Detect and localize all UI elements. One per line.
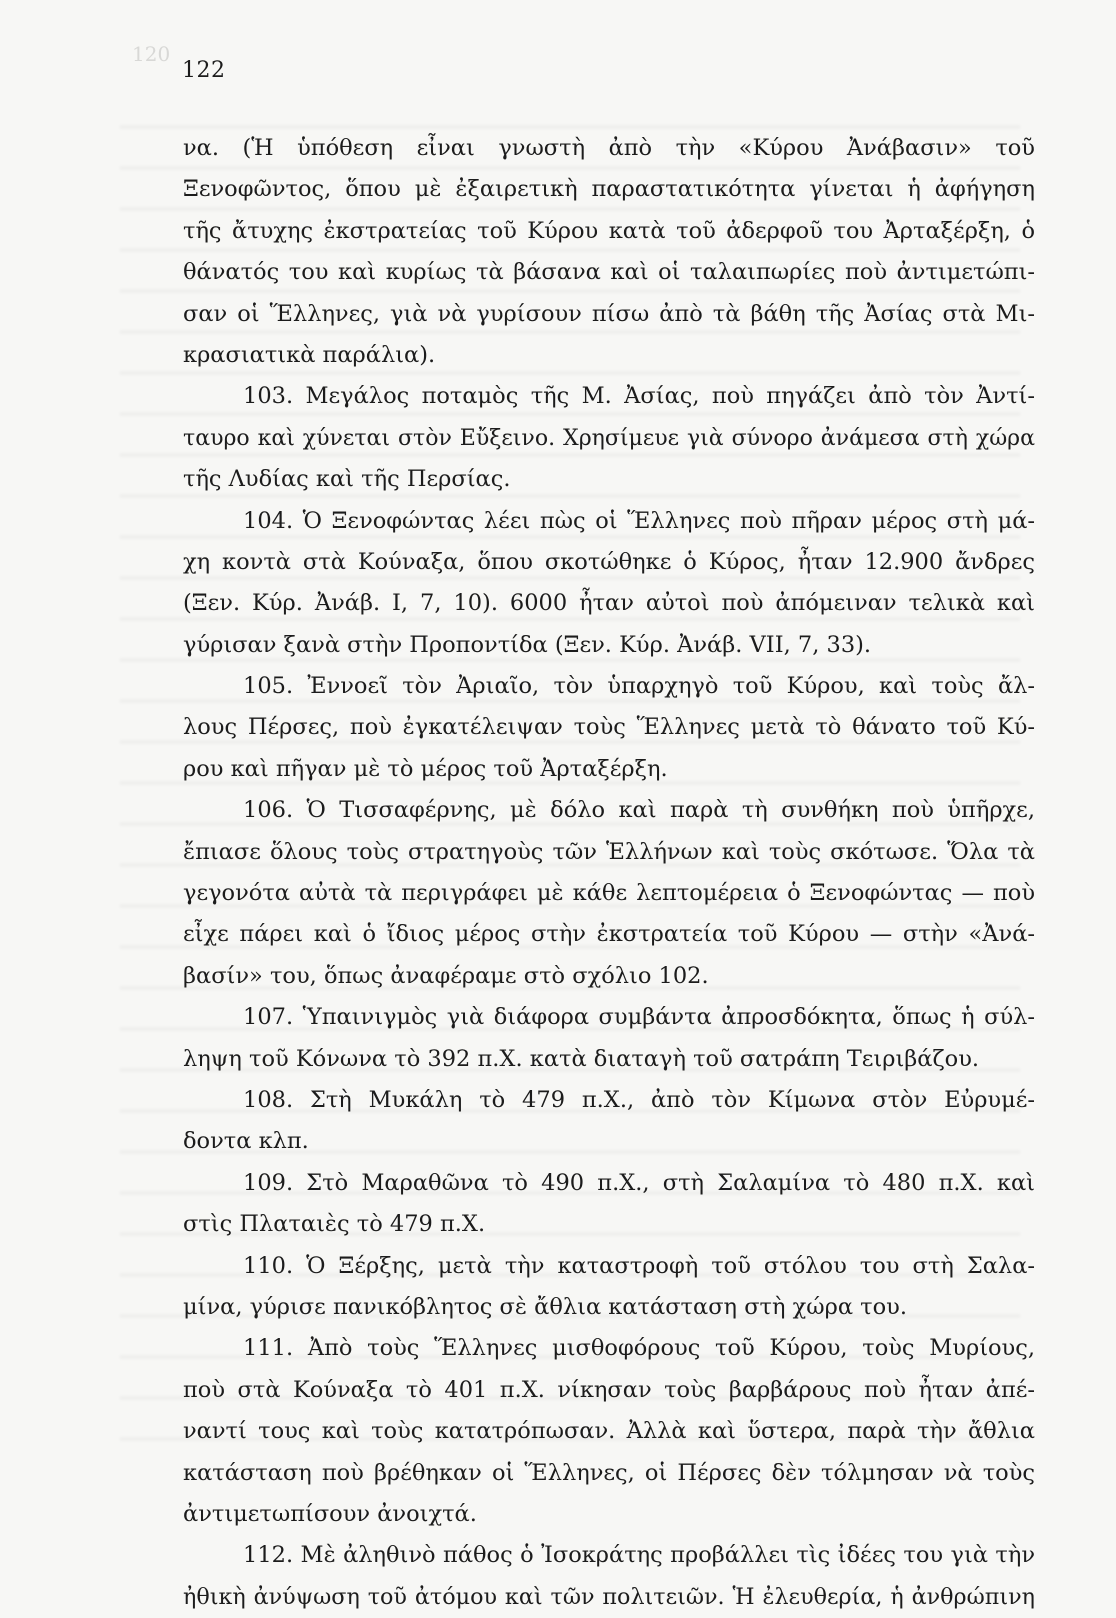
text-line: θάνατός του καὶ κυρίως τὰ βάσανα καὶ οἱ ταλαιπωρίες ποὺ ἀντιμετώπι- [183, 259, 1035, 286]
note-108-line: 108. Στὴ Μυκάλη τὸ 479 π.Χ., ἀπὸ τὸν Κίμωνα στὸν Εὐρυμέ- [243, 1086, 1035, 1113]
text-line: βασίν» του, ὅπως ἀναφέραμε στὸ σχόλιο 102. [183, 962, 709, 989]
text-line: δοντα κλπ. [183, 1128, 309, 1155]
text-line: να. (Ἡ ὑπόθεση εἶναι γνωστὴ ἀπὸ τὴν «Κύρου Ἀνάβασιν» τοῦ [183, 135, 1035, 161]
text-line: ταυρο καὶ χύνεται στὸν Εὔξεινο. Χρησίμευε γιὰ σύνορο ἀνάμεσα στὴ χώρα [183, 425, 1035, 451]
text-line: ποὺ στὰ Κούναξα τὸ 401 π.Χ. νίκησαν τοὺς βαρβάρους ποὺ ἦταν ἀπέ- [183, 1376, 1035, 1403]
text-line: τῆς Λυδίας καὶ τῆς Περσίας. [183, 466, 511, 493]
text-line: μίνα, γύρισε πανικόβλητος σὲ ἄθλια κατάσταση στὴ χώρα του. [183, 1293, 908, 1320]
note-111-line: 111. Ἀπὸ τοὺς Ἕλληνες μισθοφόρους τοῦ Κύρου, τοὺς Μυρίους, [243, 1335, 1035, 1362]
text-line: κρασιατικὰ παράλια). [183, 341, 436, 368]
note-112-line: 112. Μὲ ἀληθινὸ πάθος ὁ Ἰσοκράτης προβάλλει τὶς ἰδέες του γιὰ τὴν [243, 1542, 1035, 1569]
note-110-line: 110. Ὁ Ξέρξης, μετὰ τὴν καταστροφὴ τοῦ στόλου του στὴ Σαλα- [243, 1252, 1035, 1279]
text-line: στὶς Πλαταιὲς τὸ 479 π.Χ. [183, 1211, 486, 1238]
text-line: ἔπιασε ὅλους τοὺς στρατηγοὺς τῶν Ἑλλήνων καὶ τοὺς σκότωσε. Ὅλα τὰ [183, 838, 1035, 865]
text-line: ληψη τοῦ Κόνωνα τὸ 392 π.Χ. κατὰ διαταγὴ τοῦ σατράπη Τειριβάζου. [183, 1045, 980, 1072]
text-line: τῆς ἄτυχης ἐκστρατείας τοῦ Κύρου κατὰ τοῦ ἀδερφοῦ του Ἀρταξέρξη, ὁ [183, 217, 1035, 244]
text-line: (Ξεν. Κύρ. Ἀνάβ. I, 7, 10). 6000 ἦταν αὐτοὶ ποὺ ἀπόμειναν τελικὰ καὶ [183, 590, 1035, 617]
text-line: ρου καὶ πῆγαν μὲ τὸ μέρος τοῦ Ἀρταξέρξη. [183, 755, 668, 782]
ghost-page-number: 120 [132, 42, 171, 66]
text-line: γεγονότα αὐτὰ τὰ περιγράφει μὲ κάθε λεπτομέρεια ὁ Ξενοφώντας — ποὺ [183, 880, 1035, 907]
text-line: λους Πέρσες, ποὺ ἐγκατέλειψαν τοὺς Ἕλληνες μετὰ τὸ θάνατο τοῦ Κύ- [183, 714, 1035, 741]
note-109-line: 109. Στὸ Μαραθῶνα τὸ 490 π.Χ., στὴ Σαλαμίνα τὸ 480 π.Χ. καὶ [243, 1169, 1035, 1196]
note-103-line: 103. Μεγάλος ποταμὸς τῆς Μ. Ἀσίας, ποὺ πηγάζει ἀπὸ τὸν Ἀντί- [243, 383, 1035, 410]
text-line: Ξενοφῶντος, ὅπου μὲ ἐξαιρετικὴ παραστατικότητα γίνεται ἡ ἀφήγηση [183, 176, 1035, 203]
page-number: 122 [182, 58, 226, 83]
note-105-line: 105. Ἐννοεῖ τὸν Ἀριαῖο, τὸν ὑπαρχηγὸ τοῦ Κύρου, καὶ τοὺς ἄλ- [243, 673, 1035, 700]
text-line: ἠθικὴ ἀνύψωση τοῦ ἀτόμου καὶ τῶν πολιτειῶν. Ἡ ἐλευθερία, ἡ ἀνθρώπινη [183, 1583, 1035, 1610]
text-line: γύρισαν ξανὰ στὴν Προποντίδα (Ξεν. Κύρ. Ἀνάβ. VII, 7, 33). [183, 631, 872, 658]
note-107-line: 107. Ὑπαινιγμὸς γιὰ διάφορα συμβάντα ἀπροσδόκητα, ὅπως ἡ σύλ- [243, 1004, 1035, 1031]
text-line: κατάσταση ποὺ βρέθηκαν οἱ Ἕλληνες, οἱ Πέρσες δὲν τόλμησαν νὰ τοὺς [183, 1459, 1035, 1486]
text-line: σαν οἱ Ἕλληνες, γιὰ νὰ γυρίσουν πίσω ἀπὸ τὰ βάθη τῆς Ἀσίας στὰ Μι- [183, 300, 1035, 327]
note-104-line: 104. Ὁ Ξενοφώντας λέει πὼς οἱ Ἕλληνες ποὺ πῆραν μέρος στὴ μά- [243, 507, 1035, 534]
text-line: χη κοντὰ στὰ Κούναξα, ὅπου σκοτώθηκε ὁ Κύρος, ἦταν 12.900 ἄνδρες [183, 548, 1035, 575]
note-106-line: 106. Ὁ Τισσαφέρνης, μὲ δόλο καὶ παρὰ τὴ συνθήκη ποὺ ὑπῆρχε, [243, 797, 1035, 824]
text-line: ναντί τους καὶ τοὺς κατατρόπωσαν. Ἀλλὰ καὶ ὕστερα, παρὰ τὴν ἄθλια [183, 1418, 1035, 1445]
notes-text [183, 128, 1035, 1618]
text-line: ἀντιμετωπίσουν ἀνοιχτά. [183, 1500, 477, 1527]
text-line: εἶχε πάρει καὶ ὁ ἴδιος μέρος στὴν ἐκστρατεία τοῦ Κύρου — στὴν «Ἀνά- [183, 921, 1035, 948]
